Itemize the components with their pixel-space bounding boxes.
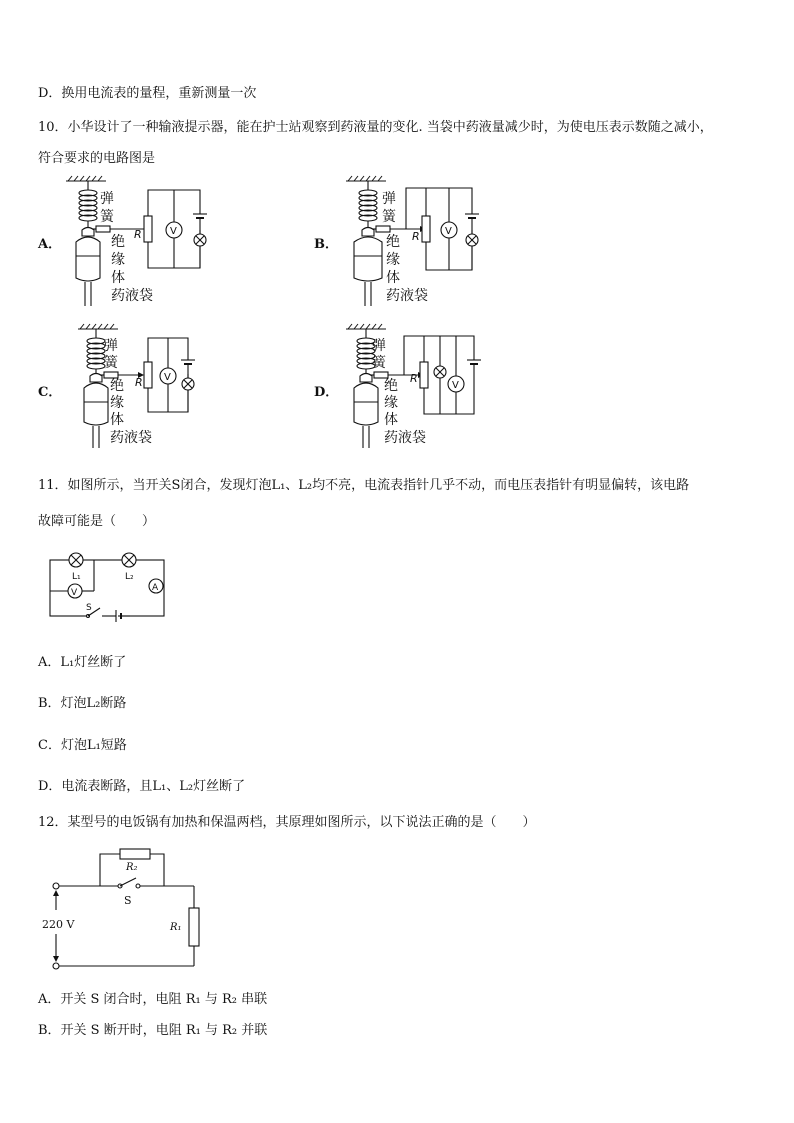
q11-l1-label: L₁	[72, 572, 81, 582]
q10-stem-line1: 10．小华设计了一种输液提示器，能在护士站观察到药液量的变化. 当袋中药液量减少时，为使电压表示数随之减小，	[38, 120, 713, 135]
q10a-spring-2: 簧	[100, 209, 114, 225]
q11-option-d: D．电流表断路，且L₁、L₂灯丝断了	[38, 779, 246, 794]
prev-option-d: D．换用电流表的量程，重新测量一次	[38, 86, 257, 101]
q12-circuit-figure	[40, 840, 210, 974]
q10b-spring-2: 簧	[382, 209, 396, 225]
q11-v-label: V	[71, 588, 78, 598]
q12-option-b: B．开关 S 断开时，电阻 R₁ 与 R₂ 并联	[38, 1023, 268, 1038]
q10-figure-d	[344, 326, 494, 450]
q10a-bag: 药液袋	[111, 288, 153, 304]
q10d-r-label: R	[410, 372, 418, 385]
q12-s-label: S	[124, 894, 132, 907]
q10c-r-label: R	[135, 376, 143, 389]
q11-l2-label: L₂	[125, 572, 134, 582]
q10a-v-label: V	[170, 226, 177, 237]
q10b-v-label: V	[445, 226, 452, 237]
q10-stem-line2: 符合要求的电路图是	[38, 151, 156, 166]
q11-stem-line2: 故障可能是（ ）	[38, 514, 156, 529]
q10-figure-c	[74, 326, 224, 450]
q10b-ins-1: 绝	[386, 234, 400, 250]
q11-option-b: B．灯泡L₂断路	[38, 696, 127, 711]
q12-r2-label: R₂	[126, 862, 138, 873]
q10c-spring-1: 弹	[104, 338, 118, 354]
q12-voltage-label: 220 V	[42, 918, 75, 931]
q11-s-label: S	[86, 603, 92, 613]
q10d-bag: 药液袋	[384, 430, 426, 446]
q10b-ins-3: 体	[386, 270, 400, 286]
q10-figure-b	[340, 178, 490, 308]
q10b-ins-2: 缘	[386, 252, 400, 268]
q10c-ins-1: 绝	[110, 378, 124, 394]
q10c-ins-3: 体	[110, 412, 124, 428]
q10-option-b-label: B．	[314, 237, 338, 252]
q10-figure-a	[66, 178, 216, 308]
q10d-spring-2: 簧	[372, 355, 386, 371]
q11-stem-line1: 11．如图所示，当开关S闭合，发现灯泡L₁、L₂均不亮，电流表指针几乎不动，而电压表指针有明显偏转，该电路	[38, 478, 690, 493]
q11-a-label: A	[152, 583, 159, 593]
q10a-ins-2: 缘	[111, 252, 125, 268]
q10-option-d-label: D．	[314, 385, 339, 400]
q10a-r-label: R	[134, 228, 142, 241]
q10c-ins-2: 缘	[110, 395, 124, 411]
q11-circuit-figure	[44, 548, 174, 624]
q10a-ins-1: 绝	[111, 234, 125, 250]
q10b-bag: 药液袋	[386, 288, 428, 304]
q10-option-c-label: C．	[38, 385, 62, 400]
q10a-ins-3: 体	[111, 270, 125, 286]
q11-option-c: C．灯泡L₁短路	[38, 738, 127, 753]
q10d-ins-1: 绝	[384, 378, 398, 394]
q10d-spring-1: 弹	[372, 338, 386, 354]
q10b-r-label: R	[412, 230, 420, 243]
q10b-spring-1: 弹	[382, 191, 396, 207]
q10c-v-label: V	[164, 372, 171, 383]
q10a-spring-1: 弹	[100, 191, 114, 207]
q10d-ins-3: 体	[384, 412, 398, 428]
q12-option-a: A．开关 S 闭合时，电阻 R₁ 与 R₂ 串联	[38, 992, 268, 1007]
q12-stem: 12．某型号的电饭锅有加热和保温两档，其原理如图所示，以下说法正确的是（ ）	[38, 815, 536, 830]
q11-option-a: A．L₁灯丝断了	[38, 655, 127, 670]
q10c-bag: 药液袋	[110, 430, 152, 446]
q10d-ins-2: 缘	[384, 395, 398, 411]
q10d-v-label: V	[452, 380, 459, 391]
q10c-spring-2: 簧	[104, 355, 118, 371]
q12-r1-label: R₁	[170, 922, 182, 933]
q10-option-a-label: A．	[38, 237, 62, 252]
